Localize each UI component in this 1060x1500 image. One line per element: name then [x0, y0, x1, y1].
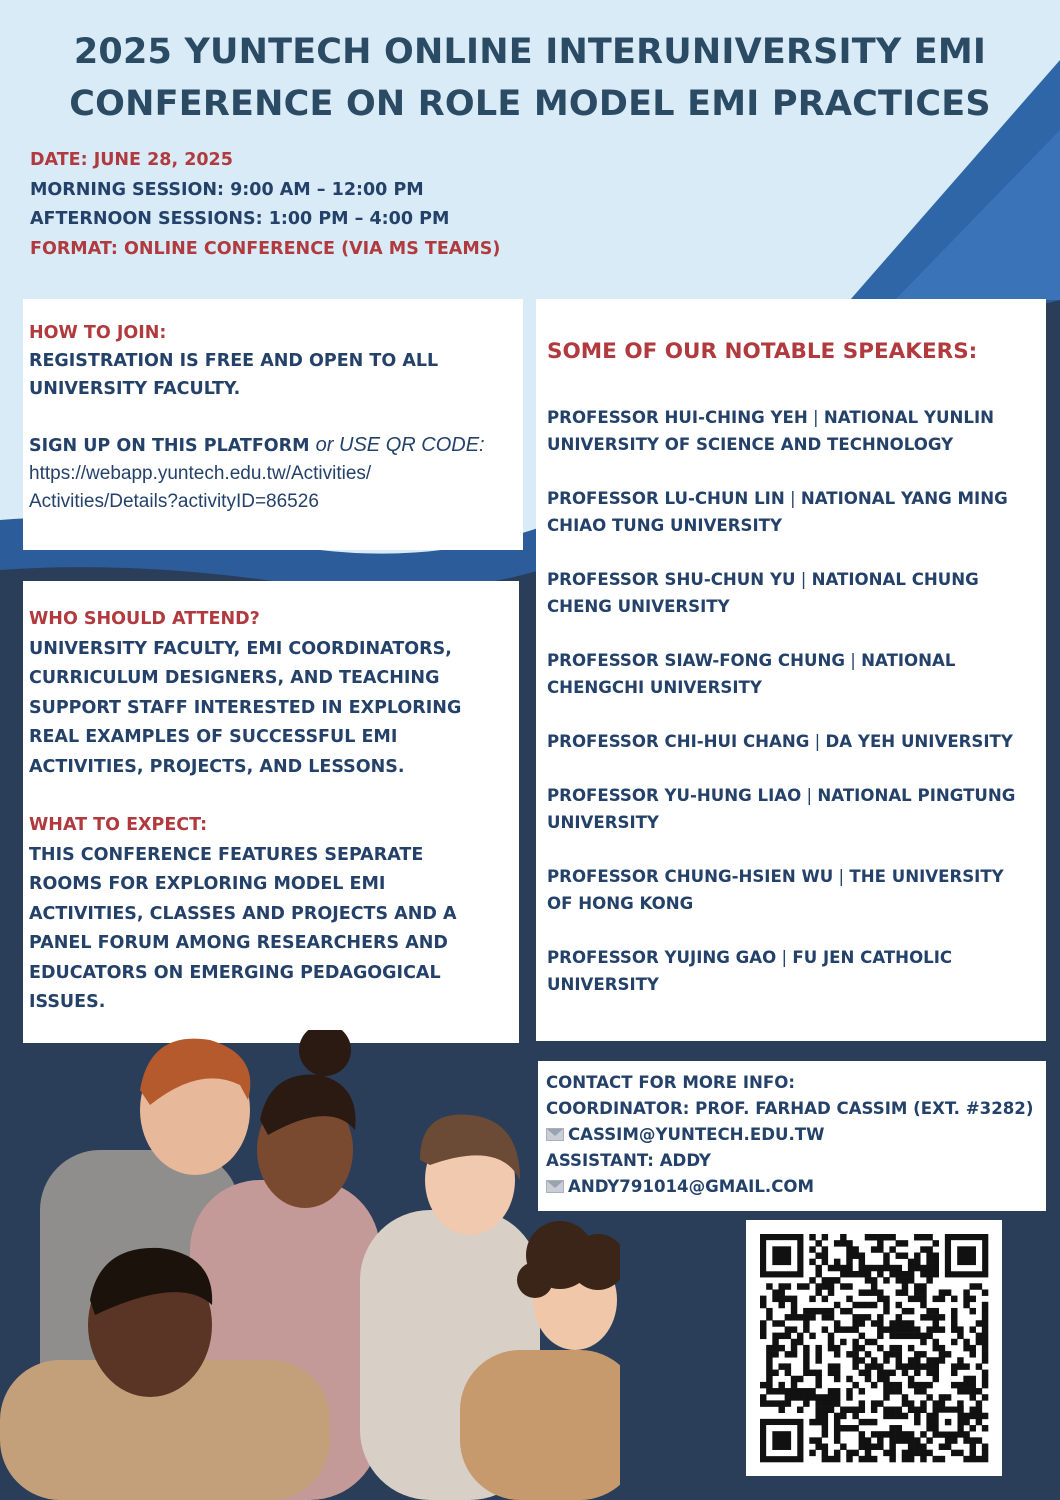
attend-list [29, 635, 511, 783]
signup-text: SIGN UP ON THIS PLATFORM or USE QR CODE: [29, 434, 485, 456]
registration-link[interactable]: https://webapp.yuntech.edu.tw/Activities/ Activities/Details?activityID=86526 [29, 463, 372, 512]
expect-line: EDUCATORS ON EMERGING PEDAGOGICAL [29, 962, 441, 983]
speaker-entry: PROFESSOR HUI-CHING YEH | NATIONAL YUNLIN UNIVERSITY OF SCIENCE AND TECHNOLOGY [547, 408, 995, 454]
attend-line: UNIVERSITY FACULTY, EMI COORDINATORS, [29, 638, 452, 659]
event-date: DATE: JUNE 28, 2025 [30, 150, 233, 170]
audience-box [23, 581, 519, 1043]
attend-line: CURRICULUM DESIGNERS, AND TEACHING [29, 668, 440, 688]
assistant: ASSISTANT: ADDY [546, 1151, 711, 1170]
expect-line: THIS CONFERENCE FEATURES SEPARATE [29, 844, 424, 865]
coordinator-email[interactable]: CASSIM@YUNTECH.EDU.TW [546, 1122, 1046, 1148]
speaker-entry: PROFESSOR LU-CHUN LIN | NATIONAL YANG MING CHIAO TUNG UNIVERSITY [547, 489, 1008, 535]
speaker-entry: PROFESSOR CHUNG-HSIEN WU | THE UNIVERSITY OF HONG KONG [547, 867, 1004, 913]
speaker-list [547, 404, 1038, 998]
event-format: FORMAT: ONLINE CONFERENCE (VIA MS TEAMS) [30, 238, 501, 259]
how-to-join-box: HOW TO JOIN: REGISTRATION IS FREE AND OPEN TO ALL UNIVERSITY FACULTY. SIGN UP ON THIS PLATFORM or USE QR CODE: https://webapp.yuntech.edu.tw/Activities/ Activities/Details?activityID=86526 [23, 299, 523, 550]
expect-list [29, 841, 511, 1018]
people-photo [0, 1030, 620, 1500]
speakers-heading: SOME OF OUR NOTABLE SPEAKERS: [547, 339, 978, 364]
speaker-entry: PROFESSOR CHI-HUI CHANG | DA YEH UNIVERSITY [547, 732, 1013, 751]
speaker-entry: PROFESSOR SIAW-FONG CHUNG | NATIONAL CHENGCHI UNIVERSITY [547, 651, 956, 697]
expect-line: ROOMS FOR EXPLORING MODEL EMI [29, 874, 386, 894]
event-info [30, 146, 500, 264]
expect-line: ACTIVITIES, CLASSES AND PROJECTS AND A [29, 903, 457, 924]
qr-code[interactable] [746, 1220, 1002, 1476]
assistant-email[interactable]: ANDY791014@GMAIL.COM [546, 1174, 1046, 1200]
expect-line: ISSUES. [29, 992, 106, 1012]
attend-line: REAL EXAMPLES OF SUCCESSFUL EMI [29, 727, 398, 747]
speaker-entry: PROFESSOR YUJING GAO | FU JEN CATHOLIC UNIVERSITY [547, 948, 953, 994]
page-title: 2025 YUNTECH ONLINE INTERUNIVERSITY EMI CONFERENCE ON ROLE MODEL EMI PRACTICES [69, 32, 991, 124]
expect-line: PANEL FORUM AMONG RESEARCHERS AND [29, 933, 448, 953]
afternoon-session: AFTERNOON SESSIONS: 1:00 PM – 4:00 PM [30, 209, 450, 229]
attend-line: SUPPORT STAFF INTERESTED IN EXPLORING [29, 697, 462, 718]
who-should-attend-heading: WHO SHOULD ATTEND? [29, 609, 260, 629]
coordinator: COORDINATOR: PROF. FARHAD CASSIM (EXT. #3282) [546, 1099, 1034, 1118]
what-to-expect-heading: WHAT TO EXPECT: [29, 815, 208, 835]
contact-heading: CONTACT FOR MORE INFO: [546, 1073, 795, 1092]
attend-line: ACTIVITIES, PROJECTS, AND LESSONS. [29, 756, 405, 777]
morning-session: MORNING SESSION: 9:00 AM – 12:00 PM [30, 179, 424, 200]
how-to-join-heading: HOW TO JOIN: [29, 323, 167, 343]
speakers-box [536, 299, 1046, 1041]
qr-code-image [746, 1220, 1002, 1476]
speaker-entry: PROFESSOR YU-HUNG LIAO | NATIONAL PINGTUNG UNIVERSITY [547, 786, 1016, 832]
speaker-entry: PROFESSOR SHU-CHUN YU | NATIONAL CHUNG CHENG UNIVERSITY [547, 570, 979, 616]
